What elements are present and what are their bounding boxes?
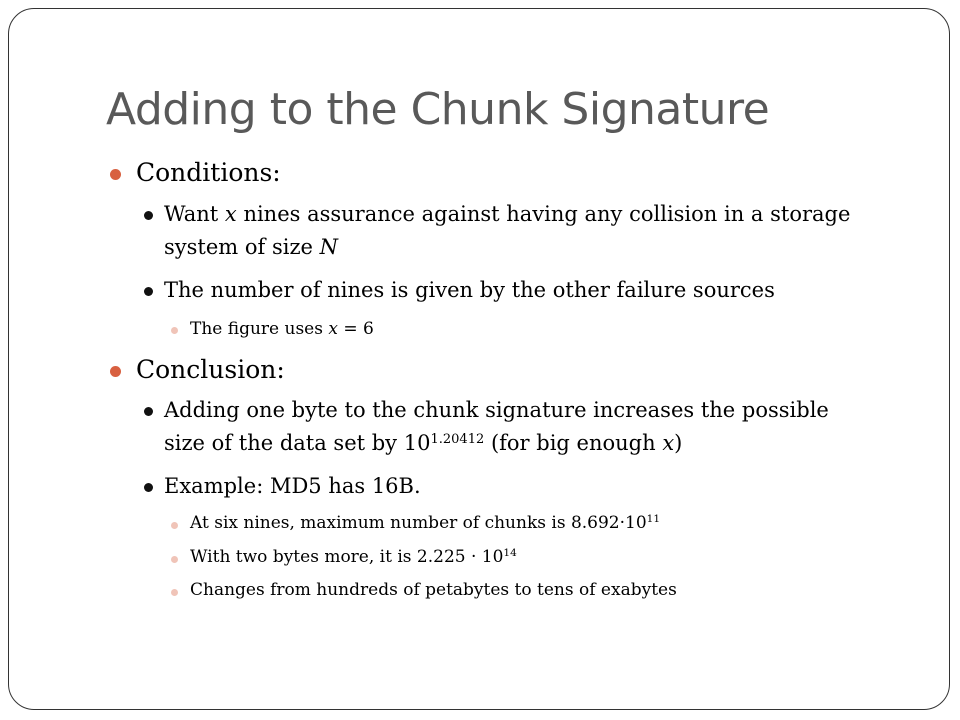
bullet-dot: [144, 287, 153, 296]
bullet-dot: [171, 556, 178, 563]
changes-text: Changes from hundreds of petabytes to tens of exabytes: [190, 580, 677, 600]
adding-byte-line-1: Adding one byte to the chunk signature increases the possible: [164, 398, 829, 422]
example-md5-text: Example: MD5 has 16B.: [164, 474, 421, 498]
bullet-dot: [171, 327, 178, 334]
bullet-dot: [110, 366, 121, 377]
bullet-dot: [144, 211, 153, 220]
two-bytes-text: With two bytes more, it is $2.225 \cdot 10^{14}$: [190, 547, 517, 567]
conclusion-heading: Conclusion:: [136, 355, 285, 384]
bullet-dot: [171, 589, 178, 596]
bullet-dot: [110, 169, 121, 180]
figure-uses-text: The figure uses x = 6: [190, 319, 374, 339]
conditions-heading: Conditions:: [136, 158, 281, 187]
want-nines-line-2: system of size N: [164, 235, 338, 259]
want-nines-line-1: Want x nines assurance against having any collision in a storage: [164, 202, 851, 226]
six-nines-text: At six nines, maximum number of chunks is $8.692\cdot 10^{11}$: [190, 513, 661, 533]
nines-source-text: The number of nines is given by the other failure sources: [164, 278, 775, 302]
adding-byte-line-2: size of the data set by $10^{1.20412}$ (for big enough x): [164, 431, 683, 455]
bullet-dot: [171, 522, 178, 529]
bullet-dot: [144, 483, 153, 492]
slide-title: Adding to the Chunk Signature: [106, 84, 770, 135]
bullet-dot: [144, 407, 153, 416]
